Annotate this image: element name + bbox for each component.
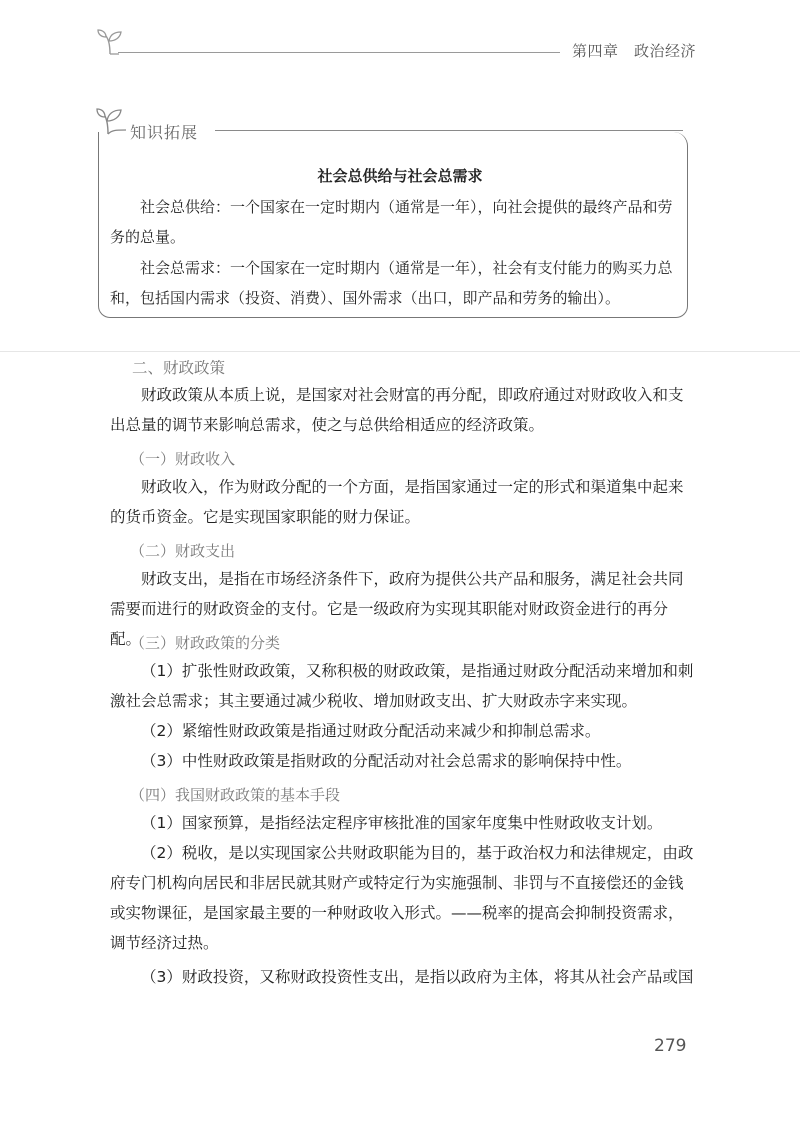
subsection-heading: （二）财政支出 bbox=[130, 542, 236, 560]
body-paragraph: 财政收入，作为财政分配的一个方面，是指国家通过一定的形式和渠道集中起来的货币资金。它是实现国家职能的财力保证。 bbox=[110, 478, 684, 526]
knowledge-box-paragraph: 社会总供给：一个国家在一定时期内（通常是一年），向社会提供的最终产品和劳务的总量。 bbox=[110, 198, 673, 246]
subsection-heading: （三）财政政策的分类 bbox=[130, 634, 281, 652]
knowledge-box-paragraph: 社会总需求：一个国家在一定时期内（通常是一年），社会有支付能力的购买力总和，包括国内需求（投资、消费）、国外需求（出口，即产品和劳务的输出）。 bbox=[110, 259, 673, 307]
body-paragraph: 财政政策从本质上说，是国家对社会财富的再分配，即政府通过对财政收入和支出总量的调节来影响总需求，使之与总供给相适应的经济政策。 bbox=[110, 386, 684, 434]
list-item: （2）紧缩性财政政策是指通过财政分配活动来减少和抑制总需求。 bbox=[141, 722, 601, 740]
body-paragraph: 财政支出，是指在市场经济条件下，政府为提供公共产品和服务，满足社会共同需要而进行的财政资金的支付。它是一级政府为实现其职能对财政资金进行的再分配。 bbox=[110, 570, 684, 648]
page-number: 279 bbox=[654, 1036, 687, 1056]
list-item: （1）国家预算，是指经法定程序审核批准的国家年度集中性财政收支计划。 bbox=[141, 814, 663, 832]
chapter-title: 第四章 政治经济 bbox=[572, 42, 697, 60]
knowledge-box-title: 社会总供给与社会总需求 bbox=[317, 167, 483, 185]
knowledge-box-rule bbox=[215, 130, 683, 131]
subsection-heading: （一）财政收入 bbox=[130, 450, 236, 468]
page-divider bbox=[0, 351, 800, 352]
list-item: （3）中性财政政策是指财政的分配活动对社会总需求的影响保持中性。 bbox=[141, 752, 632, 770]
list-item: （3）财政投资，又称财政投资性支出，是指以政府为主体，将其从社会产品或国 bbox=[141, 968, 694, 986]
list-item: （2）税收，是以实现国家公共财政职能为目的，基于政治权力和法律规定，由政府专门机构向居民和非居民就其财产或特定行为实施强制、非罚与不直接偿还的金钱或实物课征，是国家最主要的一种财政收入形式。——税率的提高会抑制投资需求，调节经济过热。 bbox=[110, 844, 694, 952]
list-item: （1）扩张性财政政策，又称积极的财政政策，是指通过财政分配活动来增加和刺激社会总需求；其主要通过减少税收、增加财政支出、扩大财政赤字来实现。 bbox=[110, 662, 694, 710]
knowledge-box-label: 知识拓展 bbox=[130, 123, 199, 142]
section-heading: 二、财政政策 bbox=[132, 359, 226, 377]
header-rule bbox=[118, 52, 560, 53]
subsection-heading: （四）我国财政政策的基本手段 bbox=[130, 786, 341, 804]
